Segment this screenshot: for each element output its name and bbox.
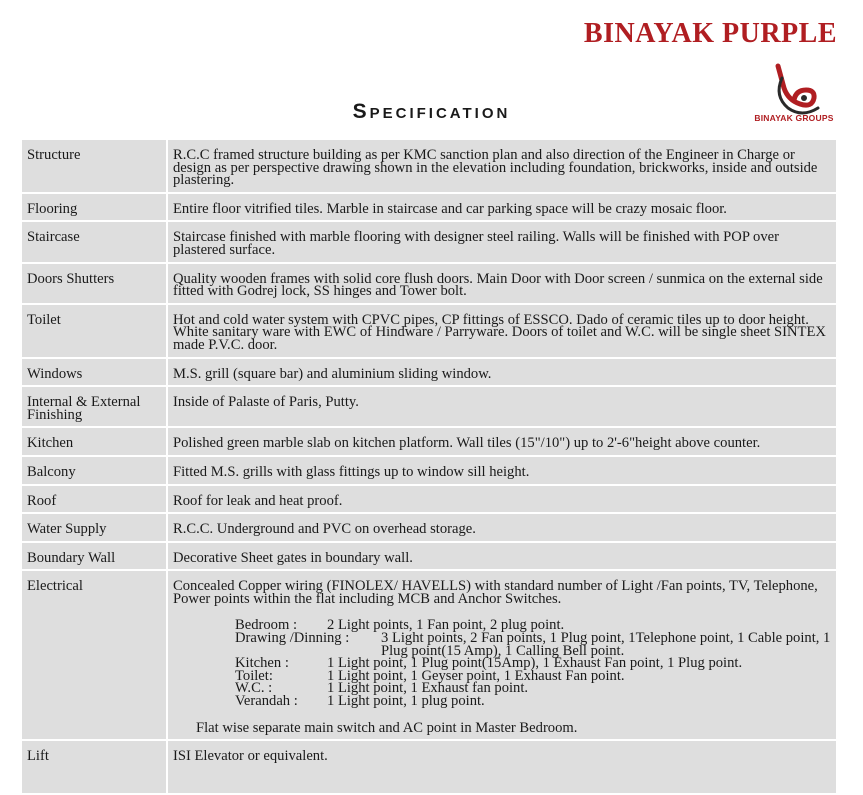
table-row xyxy=(21,542,837,571)
table-row xyxy=(21,139,837,193)
point-key: Toilet: xyxy=(235,667,273,684)
point-value: 1 Light point, 1 Exhaust fan point. xyxy=(327,680,529,697)
point-row-drawing xyxy=(235,632,831,657)
point-row-verandah xyxy=(235,695,831,708)
point-row-toilet xyxy=(235,667,831,684)
electrical-row xyxy=(21,570,837,740)
point-key: Kitchen : xyxy=(235,655,289,672)
table-row xyxy=(21,485,837,514)
row-label: Kitchen xyxy=(21,427,167,456)
point-value: 2 Light points, 1 Fan point, 2 plug point. xyxy=(327,617,565,634)
row-text: Roof for leak and heat proof. xyxy=(167,485,837,514)
row-text: Fitted M.S. grills with glass fittings up to window sill height. xyxy=(167,456,837,485)
row-text: Staircase finished with marble flooring with designer steel railing. Walls will be finished with POP over plastered surface. xyxy=(167,221,837,262)
row-text: Polished green marble slab on kitchen platform. Wall tiles (15"/10") up to 2'-6"height above counter. xyxy=(167,427,837,456)
page-title: Specification xyxy=(352,100,511,123)
table-row xyxy=(21,386,837,427)
table-row xyxy=(21,221,837,262)
point-key: Bedroom : xyxy=(235,617,298,634)
row-label: Balcony xyxy=(21,456,167,485)
row-text: Entire floor vitrified tiles. Marble in staircase and car parking space will be crazy mosaic floor. xyxy=(167,193,837,222)
row-text: R.C.C. Underground and PVC on overhead storage. xyxy=(167,513,837,542)
brand-name: BINAYAK PURPLE xyxy=(583,18,837,49)
table-row xyxy=(21,304,837,358)
row-text: Hot and cold water system with CPVC pipes, CP fittings of ESSCO. Dado of ceramic tiles up to door height. White sanitary ware with EWC of Hindware / Parryware. Doors of toilet and W.C. will be single sheet SINTEX made P.V.C. door. xyxy=(167,304,837,358)
row-text: ISI Elevator or equivalent. xyxy=(167,740,837,794)
row-label: Internal & External Finishing xyxy=(21,386,167,427)
point-value: 1 Light point, 1 plug point. xyxy=(327,693,485,710)
row-label: Lift xyxy=(21,740,167,794)
row-label: Doors Shutters xyxy=(21,263,167,304)
row-text: M.S. grill (square bar) and aluminium sliding window. xyxy=(167,358,837,387)
electrical-intro: Concealed Copper wiring (FINOLEX/ HAVELLS) with standard number of Light /Fan points, TV, Telephone, Power points within the flat including MCB and Anchor Switches. xyxy=(173,578,818,607)
row-label: Toilet xyxy=(21,304,167,358)
row-label: Water Supply xyxy=(21,513,167,542)
table-row xyxy=(21,193,837,222)
table-row xyxy=(21,456,837,485)
point-row-wc xyxy=(235,682,831,695)
row-label: Staircase xyxy=(21,221,167,262)
electrical-points-list xyxy=(235,617,831,710)
row-text: Inside of Palaste of Paris, Putty. xyxy=(167,386,837,427)
electrical-details xyxy=(167,570,837,740)
row-text: R.C.C framed structure building as per KMC sanction plan and also direction of the Engineer in Charge or design as per perspective drawing shown in the elevation including foundation, brickworks, inside and outside plastering. xyxy=(167,139,837,193)
row-label: Windows xyxy=(21,358,167,387)
point-key: Verandah : xyxy=(235,693,298,710)
table-row xyxy=(21,513,837,542)
row-label: Flooring xyxy=(21,193,167,222)
point-value: 1 Light point, 1 Geyser point, 1 Exhaust Fan point. xyxy=(327,667,625,684)
specification-table xyxy=(20,138,838,795)
table-row xyxy=(21,263,837,304)
electrical-footer: Flat wise separate main switch and AC point in Master Bedroom. xyxy=(196,719,578,736)
lift-row xyxy=(21,740,837,794)
row-label: Structure xyxy=(21,139,167,193)
row-label: Roof xyxy=(21,485,167,514)
row-text: Quality wooden frames with solid core flush doors. Main Door with Door screen / sunmica on the external side fitted with Godrej lock, SS hinges and Tower bolt. xyxy=(167,263,837,304)
row-label: Electrical xyxy=(21,570,167,740)
row-label: Boundary Wall xyxy=(21,542,167,571)
table-row xyxy=(21,358,837,387)
point-value: 1 Light point, 1 Plug point(15Amp), 1 Exhaust Fan point, 1 Plug point. xyxy=(327,655,743,672)
point-value: 3 Light points, 2 Fan points, 1 Plug point, 1Telephone point, 1 Cable point, 1 Plug point(15 Amp), 1 Calling Bell point. xyxy=(381,630,831,659)
table-row xyxy=(21,427,837,456)
row-text: Decorative Sheet gates in boundary wall. xyxy=(167,542,837,571)
point-key: W.C. : xyxy=(235,680,273,697)
point-key: Drawing /Dinning : xyxy=(235,630,350,647)
logo-caption: BINAYAK GROUPS xyxy=(754,113,834,123)
